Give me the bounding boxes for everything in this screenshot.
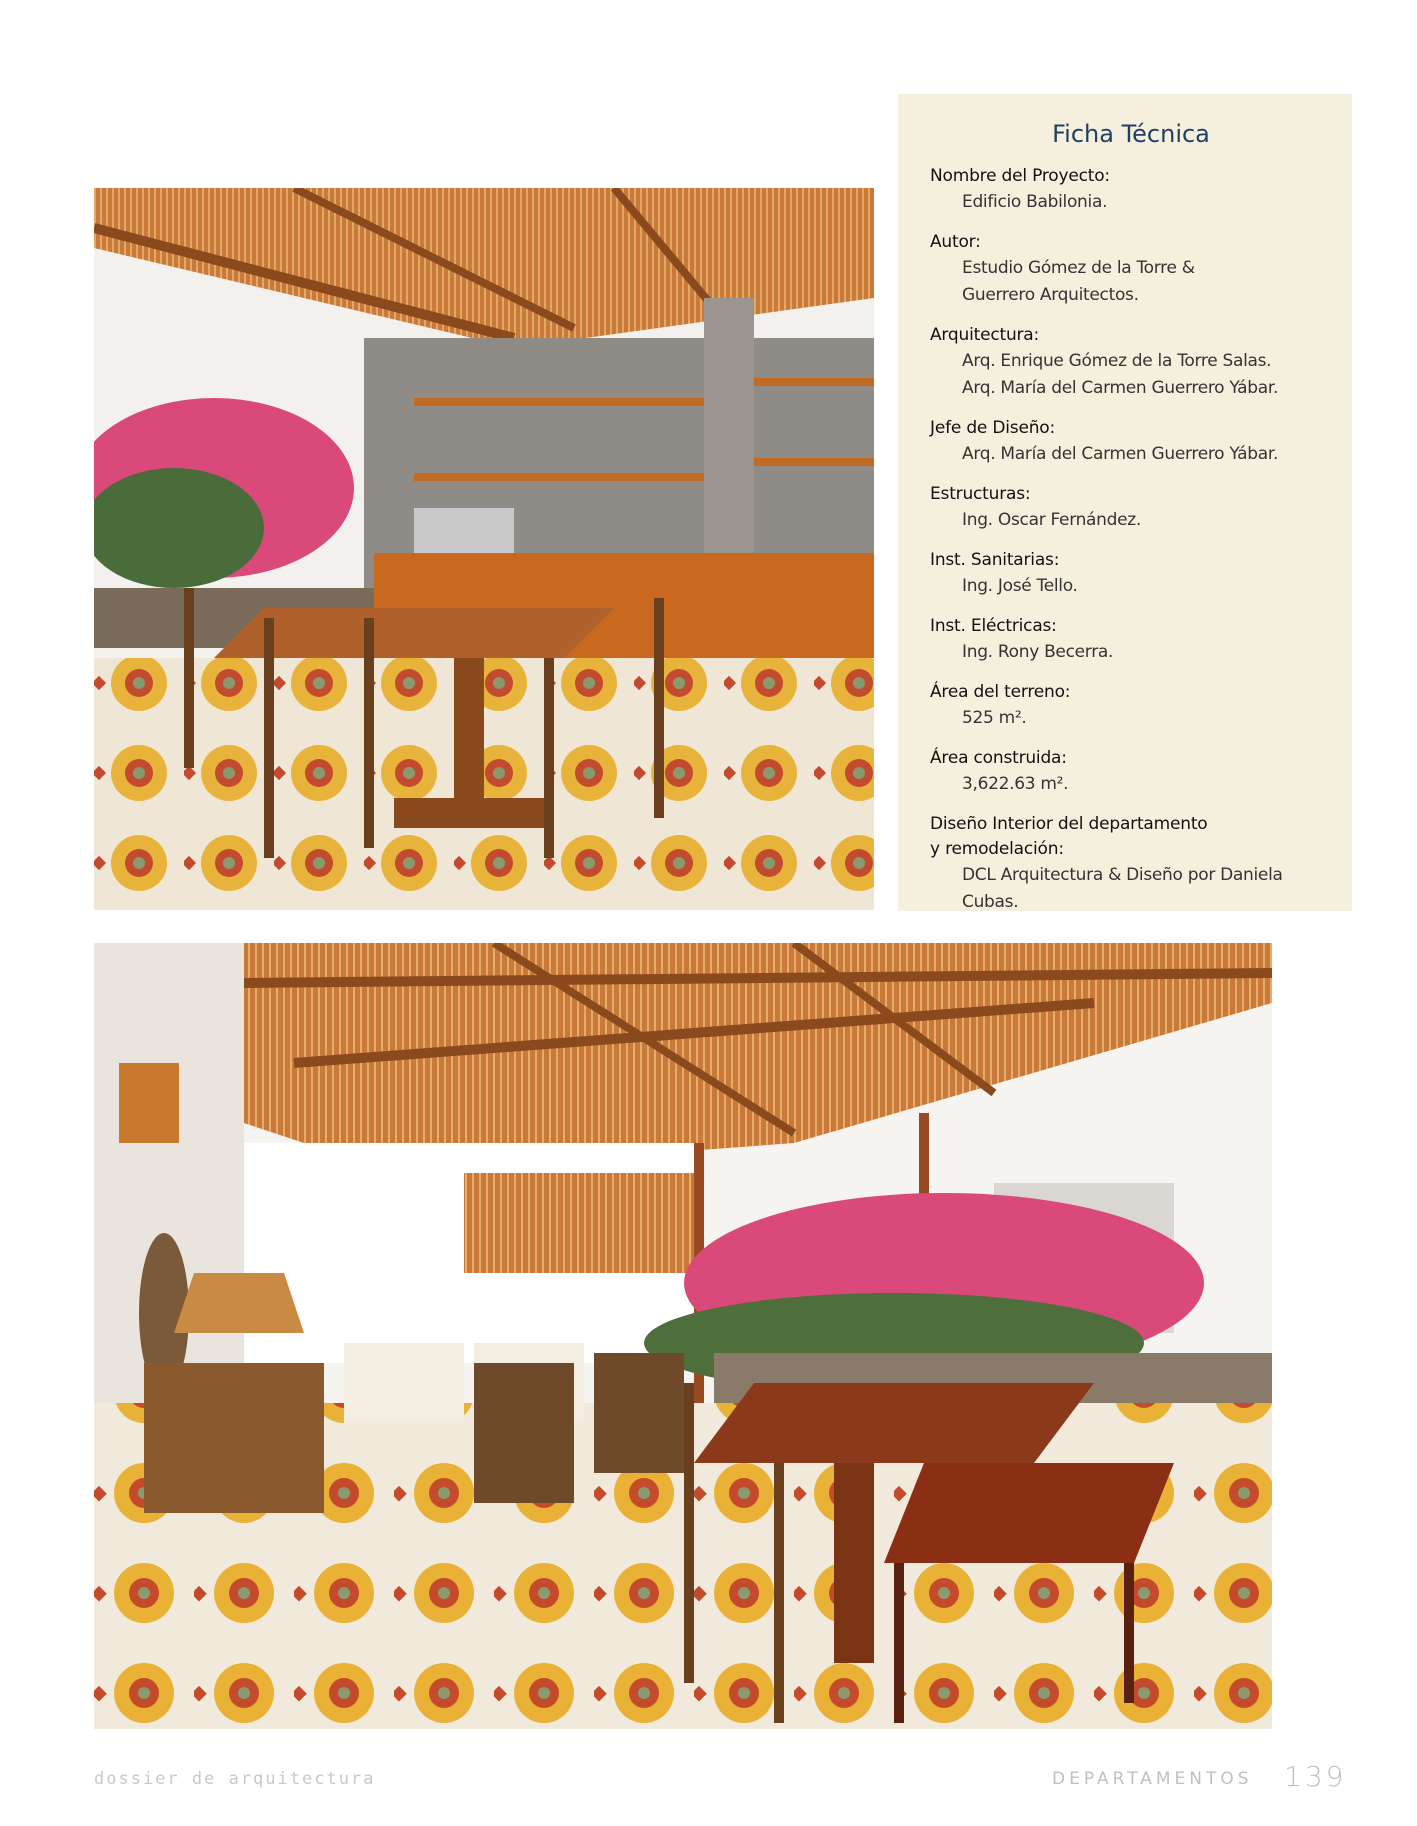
entry-value: Edificio Babilonia. xyxy=(962,192,1108,212)
entry-label: Diseño Interior del departamento xyxy=(930,814,1208,834)
entry-value: Arq. María del Carmen Guerrero Yábar. xyxy=(962,444,1279,464)
entry-sanitary xyxy=(930,548,1332,600)
entry-design-lead xyxy=(930,416,1332,468)
entry-built-area xyxy=(930,746,1332,798)
entry-value: 3,622.63 m². xyxy=(962,774,1069,794)
entry-author xyxy=(930,230,1332,309)
entry-label: Nombre del Proyecto: xyxy=(930,166,1110,186)
entry-value: Estudio Gómez de la Torre & xyxy=(962,258,1195,278)
terrace-lounge-photo xyxy=(94,943,1272,1729)
entry-land-area xyxy=(930,680,1332,732)
entry-structures xyxy=(930,482,1332,534)
entry-label: Área del terreno: xyxy=(930,682,1071,702)
section-name: DEPARTAMENTOS xyxy=(1052,1769,1253,1789)
entry-electrical xyxy=(930,614,1332,666)
page-number: 139 xyxy=(1284,1760,1347,1793)
entry-value: Ing. Rony Becerra. xyxy=(962,642,1114,662)
entry-value: Ing. José Tello. xyxy=(962,576,1078,596)
entry-architecture xyxy=(930,323,1332,402)
publication-name: dossier de arquitectura xyxy=(94,1769,376,1789)
entry-label: Inst. Sanitarias: xyxy=(930,550,1060,570)
entry-label-continued: y remodelación: xyxy=(930,839,1064,859)
entry-project-name xyxy=(930,164,1332,216)
entry-value: DCL Arquitectura & Diseño por Daniela Cubas. xyxy=(962,865,1283,912)
technical-sheet xyxy=(898,94,1352,911)
entry-value: 525 m². xyxy=(962,708,1027,728)
entry-value: Arq. María del Carmen Guerrero Yábar. xyxy=(962,378,1279,398)
entry-label: Arquitectura: xyxy=(930,325,1040,345)
entry-label: Inst. Eléctricas: xyxy=(930,616,1057,636)
entry-value: Ing. Oscar Fernández. xyxy=(962,510,1142,530)
entry-value: Arq. Enrique Gómez de la Torre Salas. xyxy=(962,351,1272,371)
entry-label: Jefe de Diseño: xyxy=(930,418,1056,438)
entry-label: Estructuras: xyxy=(930,484,1031,504)
entry-value: Guerrero Arquitectos. xyxy=(962,285,1139,305)
terrace-kitchen-photo xyxy=(94,188,874,910)
entry-label: Autor: xyxy=(930,232,981,252)
entry-interior-design xyxy=(930,812,1332,916)
entry-label: Área construida: xyxy=(930,748,1067,768)
technical-sheet-title: Ficha Técnica xyxy=(1052,120,1210,148)
